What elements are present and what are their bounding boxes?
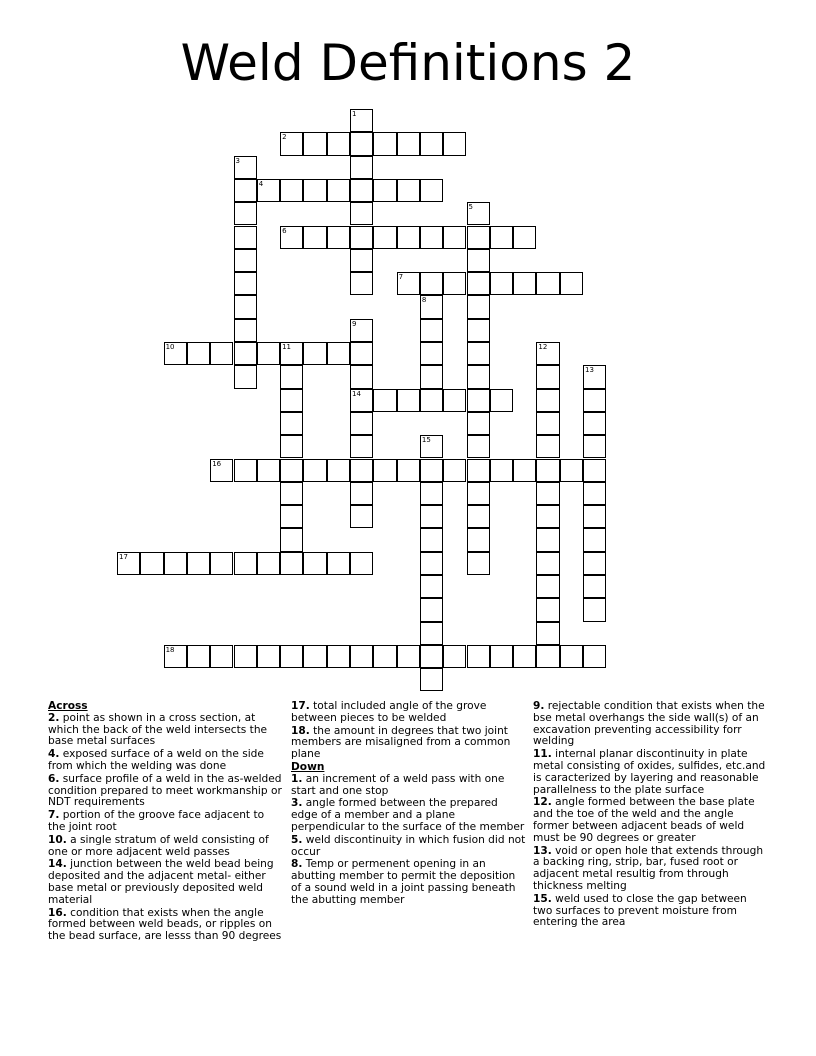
clue-number: 17. <box>291 700 310 712</box>
grid-cell[interactable] <box>280 552 303 575</box>
grid-cell[interactable] <box>327 342 350 365</box>
grid-cell[interactable] <box>187 342 210 365</box>
clue-item <box>291 859 527 906</box>
grid-cell[interactable] <box>536 645 559 668</box>
clue-number: 8. <box>291 858 303 871</box>
grid-cell[interactable] <box>350 505 373 528</box>
clue-text: angle formed between the base plate and the toe of the weld and the angle former between adjacent beads of weld must be 90 degrees or greater <box>533 796 755 844</box>
grid-cell[interactable] <box>467 435 490 458</box>
grid-cell[interactable] <box>467 645 490 668</box>
clue-number: 5. <box>291 833 303 846</box>
clue-item <box>48 713 284 748</box>
grid-cell[interactable] <box>536 598 559 621</box>
grid-cell[interactable] <box>536 412 559 435</box>
clue-text: total included angle of the grove between pieces to be welded <box>291 700 487 724</box>
grid-cell[interactable] <box>350 342 373 365</box>
grid-cell[interactable] <box>467 459 490 482</box>
grid-cell[interactable] <box>583 435 606 458</box>
grid-cell[interactable] <box>140 552 163 575</box>
grid-cell[interactable] <box>350 412 373 435</box>
clue-number-label: 8 <box>421 296 427 305</box>
clue-item <box>291 726 527 761</box>
grid-cell[interactable] <box>327 552 350 575</box>
grid-cell[interactable] <box>280 179 303 202</box>
clue-number: 4. <box>48 748 60 761</box>
grid-cell[interactable] <box>397 645 420 668</box>
clue-item <box>533 749 769 796</box>
grid-cell[interactable] <box>234 342 257 365</box>
grid-cell[interactable] <box>234 319 257 342</box>
grid-cell[interactable] <box>327 459 350 482</box>
clue-text: weld discontinuity in which fusion did not occur <box>291 833 526 858</box>
grid-cell[interactable] <box>420 179 443 202</box>
grid-cell[interactable] <box>443 272 466 295</box>
grid-cell[interactable] <box>467 389 490 412</box>
clue-number-label: 7 <box>398 273 404 282</box>
grid-cell[interactable] <box>373 389 396 412</box>
grid-cell[interactable] <box>280 389 303 412</box>
grid-cell[interactable] <box>350 202 373 225</box>
grid-cell[interactable] <box>560 459 583 482</box>
grid-cell[interactable] <box>234 179 257 202</box>
clue-item <box>48 749 284 773</box>
grid-cell[interactable] <box>280 342 303 365</box>
clue-number-label: 5 <box>468 203 473 212</box>
grid-cell[interactable] <box>583 528 606 551</box>
grid-cell[interactable] <box>536 435 559 458</box>
grid-cell[interactable] <box>257 645 280 668</box>
grid-cell[interactable] <box>536 482 559 505</box>
clue-item <box>533 846 769 893</box>
grid-cell[interactable] <box>350 319 373 342</box>
grid-cell[interactable] <box>397 272 420 295</box>
grid-cell[interactable] <box>234 226 257 249</box>
grid-cell[interactable] <box>280 459 303 482</box>
grid-cell[interactable] <box>467 342 490 365</box>
grid-cell[interactable] <box>420 505 443 528</box>
grid-cell[interactable] <box>280 645 303 668</box>
grid-cell[interactable] <box>583 412 606 435</box>
grid-cell[interactable] <box>234 645 257 668</box>
grid-cell[interactable] <box>420 226 443 249</box>
grid-cell[interactable] <box>350 156 373 179</box>
grid-cell[interactable] <box>210 645 233 668</box>
grid-cell[interactable] <box>280 435 303 458</box>
clue-item <box>48 908 284 943</box>
clue-item <box>291 774 527 798</box>
clue-number-label: 14 <box>352 389 361 398</box>
clue-text: rejectable condition that exists when the bse metal overhangs the side wall(s) of an excavation preventing accessibility forr welding <box>533 700 765 748</box>
clue-item <box>48 859 284 906</box>
grid-cell[interactable] <box>350 552 373 575</box>
grid-cell[interactable] <box>327 226 350 249</box>
clue-text: angle formed between the prepared edge of a member and a plane perpendicular to the surface of the member <box>291 797 525 833</box>
grid-cell[interactable] <box>420 295 443 318</box>
grid-cell[interactable] <box>210 459 233 482</box>
grid-cell[interactable] <box>257 459 280 482</box>
grid-cell[interactable] <box>280 505 303 528</box>
clue-number-label: 10 <box>165 343 175 351</box>
grid-cell[interactable] <box>234 249 257 272</box>
grid-cell[interactable] <box>280 132 303 155</box>
grid-cell[interactable] <box>280 482 303 505</box>
grid-cell[interactable] <box>536 459 559 482</box>
grid-cell[interactable] <box>350 109 373 132</box>
clue-item <box>533 701 769 748</box>
grid-cell[interactable] <box>490 226 513 249</box>
grid-cell[interactable] <box>420 132 443 155</box>
grid-cell[interactable] <box>536 389 559 412</box>
grid-cell[interactable] <box>467 319 490 342</box>
grid-cell[interactable] <box>303 132 326 155</box>
grid-cell[interactable] <box>536 622 559 645</box>
clue-number-label: 6 <box>282 226 287 235</box>
grid-cell[interactable] <box>536 505 559 528</box>
clue-text: a single stratum of weld consisting of one or more adjacent weld passes <box>48 833 269 858</box>
grid-cell[interactable] <box>536 365 559 388</box>
grid-cell[interactable] <box>583 575 606 598</box>
grid-cell[interactable] <box>560 645 583 668</box>
grid-cell[interactable] <box>373 132 396 155</box>
grid-cell[interactable] <box>164 552 187 575</box>
clue-text: surface profile of a weld in the as-welded condition prepared to meet workmanship or NDT requirements <box>48 772 282 809</box>
clue-text: weld used to close the gap between two surfaces to prevent moisture from entering the area <box>533 892 747 929</box>
grid-cell[interactable] <box>234 156 257 179</box>
clue-text: exposed surface of a weld on the side from which the welding was done <box>48 748 264 772</box>
grid-cell[interactable] <box>164 342 187 365</box>
grid-cell[interactable] <box>583 598 606 621</box>
grid-cell[interactable] <box>373 459 396 482</box>
grid-cell[interactable] <box>490 459 513 482</box>
grid-cell[interactable] <box>583 389 606 412</box>
grid-cell[interactable] <box>373 645 396 668</box>
clue-text: point as shown in a cross section, at which the back of the weld intersects the base metal surfaces <box>48 711 268 748</box>
clue-number: 1. <box>291 772 303 785</box>
grid-cell[interactable] <box>443 645 466 668</box>
clue-item <box>291 798 527 833</box>
grid-cell[interactable] <box>420 622 443 645</box>
clue-text: Temp or permenent opening in an abutting member to permit the deposition of a sound weld in a joint passing beneath the abutting member <box>291 858 516 906</box>
grid-cell[interactable] <box>467 365 490 388</box>
grid-cell[interactable] <box>420 668 443 691</box>
grid-cell[interactable] <box>350 459 373 482</box>
grid-cell[interactable] <box>350 249 373 272</box>
grid-cell[interactable] <box>583 365 606 388</box>
grid-cell[interactable] <box>234 295 257 318</box>
clue-item <box>48 835 284 859</box>
clue-text: the amount in degrees that two joint members are misaligned from a common plane <box>291 724 511 761</box>
grid-cell[interactable] <box>420 435 443 458</box>
grid-cell[interactable] <box>420 365 443 388</box>
clue-number-label: 17 <box>119 552 128 561</box>
grid-cell[interactable] <box>420 528 443 551</box>
grid-cell[interactable] <box>513 272 536 295</box>
grid-cell[interactable] <box>467 412 490 435</box>
clue-text: internal planar discontinuity in plate metal consisting of oxides, sulfides, etc.and is caracterized by layering and reasonable parallelness to the plate surface <box>533 748 766 796</box>
grid-cell[interactable] <box>327 179 350 202</box>
clue-text: condition that exists when the angle formed between weld beads, or ripples on the bead surface, are lesss than 90 degrees <box>48 906 282 943</box>
clue-number: 6. <box>48 772 60 785</box>
clue-text: junction between the weld bead being deposited and the adjacent metal- either base metal or previously deposited weld material <box>48 858 274 906</box>
grid-cell[interactable] <box>327 132 350 155</box>
clue-number-label: 1 <box>352 110 357 118</box>
grid-cell[interactable] <box>350 179 373 202</box>
clue-number: 16. <box>48 906 67 919</box>
grid-cell[interactable] <box>560 272 583 295</box>
grid-cell[interactable] <box>350 435 373 458</box>
clue-number: 2. <box>48 711 60 724</box>
grid-cell[interactable] <box>443 459 466 482</box>
grid-cell[interactable] <box>303 552 326 575</box>
grid-cell[interactable] <box>443 132 466 155</box>
grid-cell[interactable] <box>467 249 490 272</box>
clue-number-label: 16 <box>212 459 222 468</box>
grid-cell[interactable] <box>350 645 373 668</box>
clue-column-3 <box>533 701 769 930</box>
grid-cell[interactable] <box>513 459 536 482</box>
clue-number-label: 12 <box>538 343 548 351</box>
grid-cell[interactable] <box>350 132 373 155</box>
grid-cell[interactable] <box>467 202 490 225</box>
grid-cell[interactable] <box>187 645 210 668</box>
clue-section-heading: Across <box>48 700 88 712</box>
grid-cell[interactable] <box>303 459 326 482</box>
grid-cell[interactable] <box>583 459 606 482</box>
puzzle-title: Weld Definitions 2 <box>180 34 636 92</box>
grid-cell[interactable] <box>420 598 443 621</box>
clue-number-label: 13 <box>585 366 594 375</box>
grid-cell[interactable] <box>303 226 326 249</box>
clue-item <box>48 774 284 809</box>
grid-cell[interactable] <box>350 482 373 505</box>
grid-cell[interactable] <box>257 342 280 365</box>
grid-cell[interactable] <box>303 179 326 202</box>
grid-cell[interactable] <box>490 645 513 668</box>
grid-cell[interactable] <box>536 342 559 365</box>
clue-number-label: 11 <box>282 343 292 351</box>
clue-text: portion of the groove face adjacent to the joint root <box>48 809 265 833</box>
clue-number: 3. <box>291 797 303 810</box>
grid-cell[interactable] <box>490 389 513 412</box>
clue-section-heading: Down <box>291 760 325 773</box>
clue-item <box>291 701 527 725</box>
grid-cell[interactable] <box>420 459 443 482</box>
clue-number: 9. <box>533 700 545 712</box>
clue-column-1 <box>48 701 284 944</box>
clue-number: 12. <box>533 796 552 809</box>
clue-number: 7. <box>48 809 60 822</box>
grid-cell[interactable] <box>350 272 373 295</box>
grid-cell[interactable] <box>467 295 490 318</box>
grid-cell[interactable] <box>234 552 257 575</box>
grid-cell[interactable] <box>397 389 420 412</box>
grid-cell[interactable] <box>210 342 233 365</box>
grid-cell[interactable] <box>303 645 326 668</box>
clue-number: 13. <box>533 844 552 857</box>
grid-cell[interactable] <box>583 505 606 528</box>
grid-cell[interactable] <box>467 226 490 249</box>
grid-cell[interactable] <box>536 528 559 551</box>
grid-cell[interactable] <box>583 645 606 668</box>
grid-cell[interactable] <box>420 482 443 505</box>
grid-cell[interactable] <box>583 482 606 505</box>
grid-cell[interactable] <box>490 272 513 295</box>
grid-cell[interactable] <box>420 319 443 342</box>
clue-item <box>533 894 769 929</box>
grid-cell[interactable] <box>280 528 303 551</box>
clue-number-label: 9 <box>352 319 357 328</box>
clue-number: 14. <box>48 858 67 871</box>
grid-cell[interactable] <box>373 179 396 202</box>
grid-cell[interactable] <box>280 412 303 435</box>
clue-number-label: 15 <box>421 436 431 445</box>
grid-cell[interactable] <box>443 226 466 249</box>
grid-cell[interactable] <box>397 179 420 202</box>
grid-cell[interactable] <box>234 459 257 482</box>
clue-text: an increment of a weld pass with one start and one stop <box>291 772 505 797</box>
grid-cell[interactable] <box>397 132 420 155</box>
grid-cell[interactable] <box>420 342 443 365</box>
grid-cell[interactable] <box>583 552 606 575</box>
clue-item <box>533 797 769 844</box>
grid-cell[interactable] <box>467 505 490 528</box>
clue-number-label: 3 <box>235 156 240 165</box>
clue-number-label: 2 <box>282 133 287 142</box>
grid-cell[interactable] <box>420 645 443 668</box>
grid-cell[interactable] <box>257 552 280 575</box>
grid-cell[interactable] <box>210 552 233 575</box>
grid-cell[interactable] <box>420 552 443 575</box>
clue-number: 10. <box>48 833 67 846</box>
grid-cell[interactable] <box>420 272 443 295</box>
clue-number: 11. <box>533 748 552 761</box>
grid-cell[interactable] <box>303 342 326 365</box>
grid-cell[interactable] <box>536 552 559 575</box>
grid-cell[interactable] <box>350 226 373 249</box>
clue-number-label: 4 <box>258 179 264 188</box>
grid-cell[interactable] <box>164 645 187 668</box>
grid-cell[interactable] <box>234 272 257 295</box>
clue-number: 15. <box>533 892 552 905</box>
grid-cell[interactable] <box>280 365 303 388</box>
clue-item <box>291 835 527 859</box>
grid-cell[interactable] <box>467 272 490 295</box>
grid-cell[interactable] <box>350 365 373 388</box>
clue-text: void or open hole that extends through a backing ring, strip, bar, fused root or adjacent metal resultig from through thickness melting <box>533 844 764 892</box>
grid-cell[interactable] <box>397 226 420 249</box>
grid-cell[interactable] <box>373 226 396 249</box>
grid-cell[interactable] <box>234 365 257 388</box>
clue-item <box>48 810 284 834</box>
grid-cell[interactable] <box>467 552 490 575</box>
grid-cell[interactable] <box>234 202 257 225</box>
grid-cell[interactable] <box>513 645 536 668</box>
grid-cell[interactable] <box>536 272 559 295</box>
grid-cell[interactable] <box>257 179 280 202</box>
grid-cell[interactable] <box>420 575 443 598</box>
grid-cell[interactable] <box>513 226 536 249</box>
grid-cell[interactable] <box>280 226 303 249</box>
clue-column-2 <box>291 701 527 908</box>
grid-cell[interactable] <box>467 482 490 505</box>
clue-number: 18. <box>291 724 310 737</box>
grid-cell[interactable] <box>467 528 490 551</box>
grid-cell[interactable] <box>350 389 373 412</box>
grid-cell[interactable] <box>420 389 443 412</box>
grid-cell[interactable] <box>536 575 559 598</box>
grid-cell[interactable] <box>443 389 466 412</box>
clue-number-label: 18 <box>165 645 175 654</box>
grid-cell[interactable] <box>327 645 350 668</box>
grid-cell[interactable] <box>397 459 420 482</box>
grid-cell[interactable] <box>187 552 210 575</box>
grid-cell[interactable] <box>117 552 140 575</box>
